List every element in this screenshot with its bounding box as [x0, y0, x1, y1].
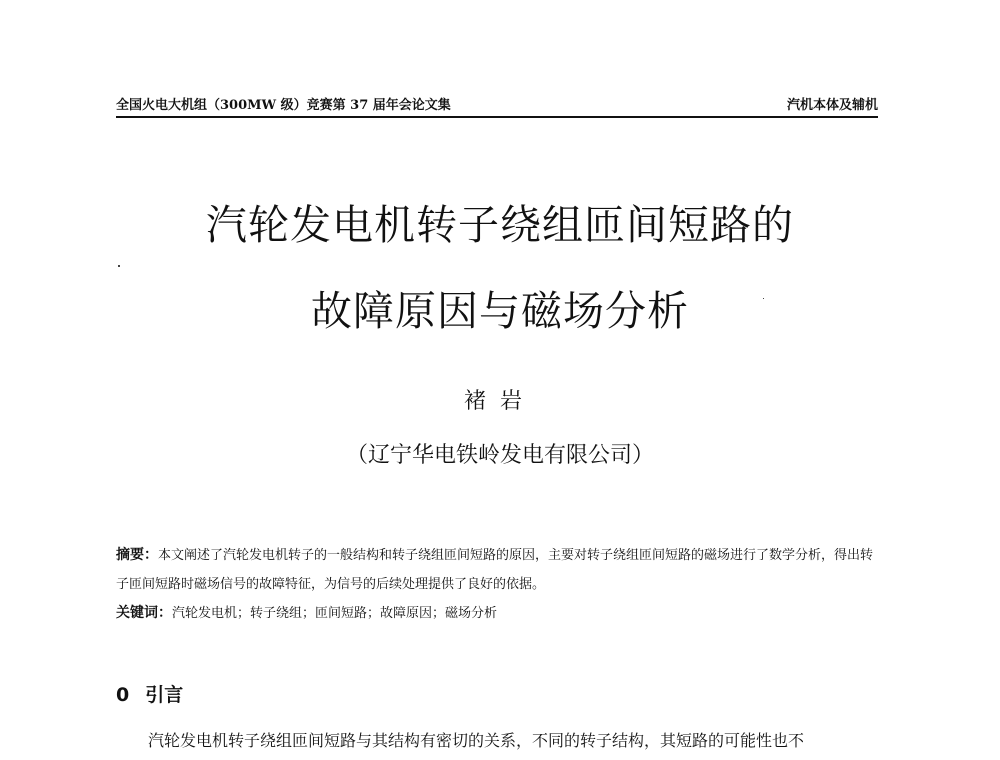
header-proceedings-title: 全国火电大机组（300MW 级）竞赛第 37 届年会论文集	[116, 98, 451, 113]
header-section-name: 汽机本体及辅机	[786, 98, 878, 113]
running-header	[116, 94, 878, 118]
section-heading	[116, 680, 183, 707]
author-name: 褚岩	[463, 389, 536, 414]
body-paragraph: 汽轮发电机转子绕组匝间短路与其结构有密切的关系，不同的转子结构，其短路的可能性也不	[148, 731, 805, 750]
keywords-paragraph	[116, 599, 880, 628]
abstract-block	[116, 541, 880, 628]
section-number: 0	[116, 684, 130, 706]
abstract-text: 本文阐述了汽轮发电机转子的一般结构和转子绕组匝间短路的原因，主要对转子绕组匝间短路的磁场进行了数学分析，得出转子匝间短路时磁场信号的故障特征，为信号的后续处理提供了良好的依据。	[116, 548, 874, 592]
scan-speck	[118, 265, 120, 267]
scan-speck	[763, 298, 764, 299]
keywords-text: 汽轮发电机；转子绕组；匝间短路；故障原因；磁场分析	[172, 606, 498, 621]
paper-title-line-1: 汽轮发电机转子绕组匝间短路的	[206, 201, 794, 249]
keywords-label: 关键词：	[116, 605, 172, 621]
paper-title-line-2: 故障原因与磁场分析	[311, 287, 689, 335]
section-title: 引言	[145, 684, 184, 706]
abstract-label: 摘要：	[116, 547, 158, 563]
abstract-paragraph	[116, 541, 880, 599]
author-affiliation: （辽宁华电铁岭发电有限公司）	[345, 443, 654, 468]
